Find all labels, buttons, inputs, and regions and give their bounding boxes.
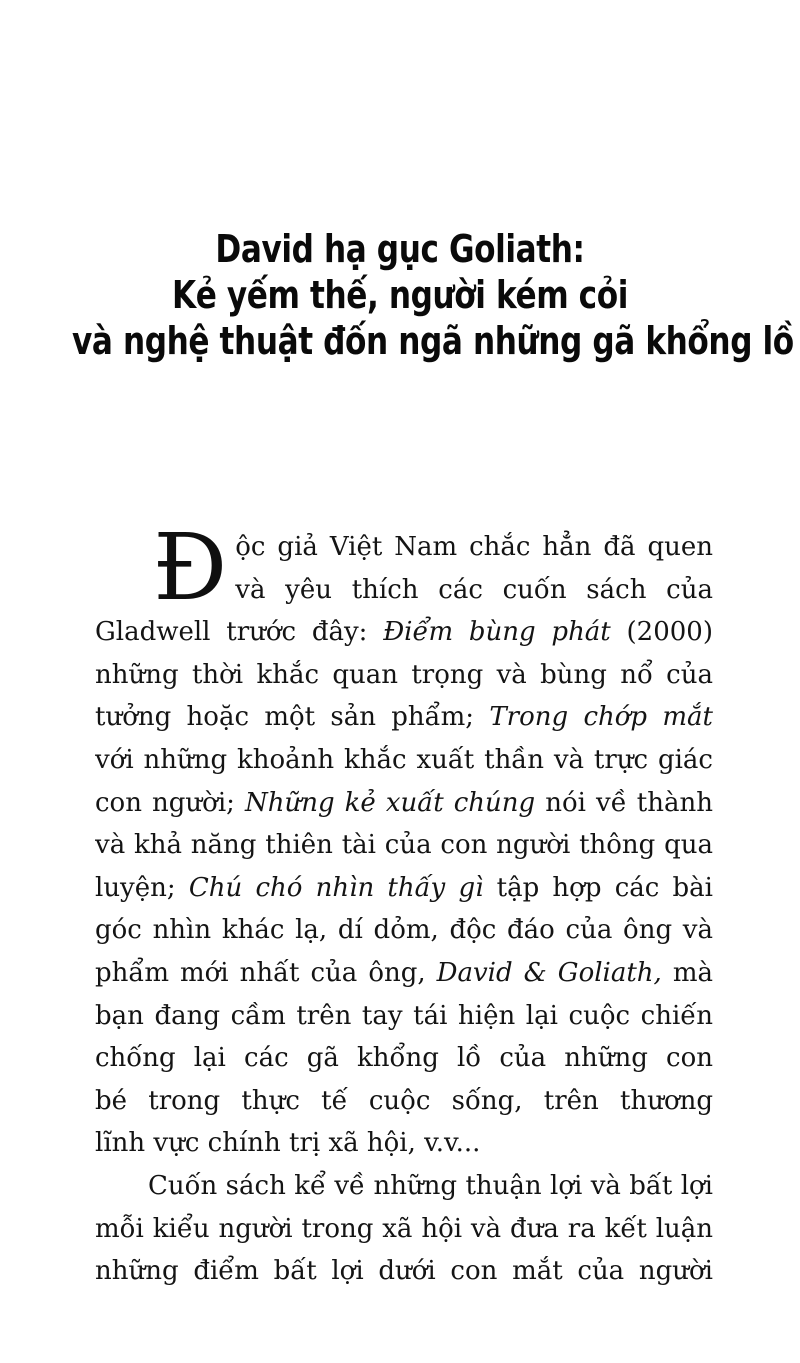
text-line: tưởng hoặc một sản phẩm; Trong chớp mắt: [95, 702, 713, 733]
text-line: mỗi kiểu người trong xã hội và đưa ra kết luận: [95, 1213, 713, 1244]
text-line: và yêu thích các cuốn sách của: [235, 574, 713, 605]
book-title-tipping-point: Điểm bùng phát: [383, 617, 611, 648]
paragraph-1: [95, 514, 713, 1165]
text-line: với những khoảnh khắc xuất thần và trực giác: [95, 744, 713, 775]
text-line: và khả năng thiên tài của con người thông qua: [95, 830, 713, 861]
text-line: lĩnh vực chính trị xã hội, v.v...: [95, 1128, 481, 1159]
text-line: góc nhìn khác lạ, dí dỏm, độc đáo của ông và: [95, 915, 713, 946]
text-line: bé trong thực tế cuộc sống, trên thương: [95, 1085, 713, 1116]
title-line-3: và nghệ thuật đốn ngã những gã khổng lồ: [72, 319, 794, 363]
text-line: phẩm mới nhất của ông, David & Goliath, mà: [95, 957, 713, 988]
chapter-title: [0, 226, 800, 364]
book-title-david-and-goliath: David & Goliath,: [436, 957, 662, 988]
text-line: bạn đang cầm trên tay tái hiện lại cuộc chiến: [95, 1000, 713, 1031]
book-title-what-the-dog-saw: Chú chó nhìn thấy gì: [188, 872, 484, 903]
text-line: chống lại các gã khổng lồ của những con: [95, 1043, 713, 1074]
text-line: con người; Những kẻ xuất chúng nói về thành: [95, 787, 713, 818]
text-line: ộc giả Việt Nam chắc hẳn đã quen: [235, 532, 713, 562]
title-line-2: Kẻ yếm thế, người kém cỏi: [171, 273, 629, 317]
title-line-1: David hạ gục Goliath:: [215, 227, 585, 271]
text-line: luyện; Chú chó nhìn thấy gì tập hợp các bài: [95, 872, 713, 903]
text-line: Gladwell trước đây: Điểm bùng phát (2000): [95, 617, 713, 648]
text-line: những thời khắc quan trọng và bùng nổ của: [95, 659, 713, 690]
drop-cap: Đ: [153, 514, 228, 621]
book-title-outliers: Những kẻ xuất chúng: [244, 787, 536, 818]
book-title-blink: Trong chớp mắt: [489, 702, 713, 733]
text-line: Cuốn sách kể về những thuận lợi và bất lợi: [148, 1170, 713, 1201]
text-line: những điểm bất lợi dưới con mắt của người: [95, 1256, 713, 1287]
body-text: [95, 514, 713, 1293]
paragraph-2: [95, 1165, 713, 1293]
